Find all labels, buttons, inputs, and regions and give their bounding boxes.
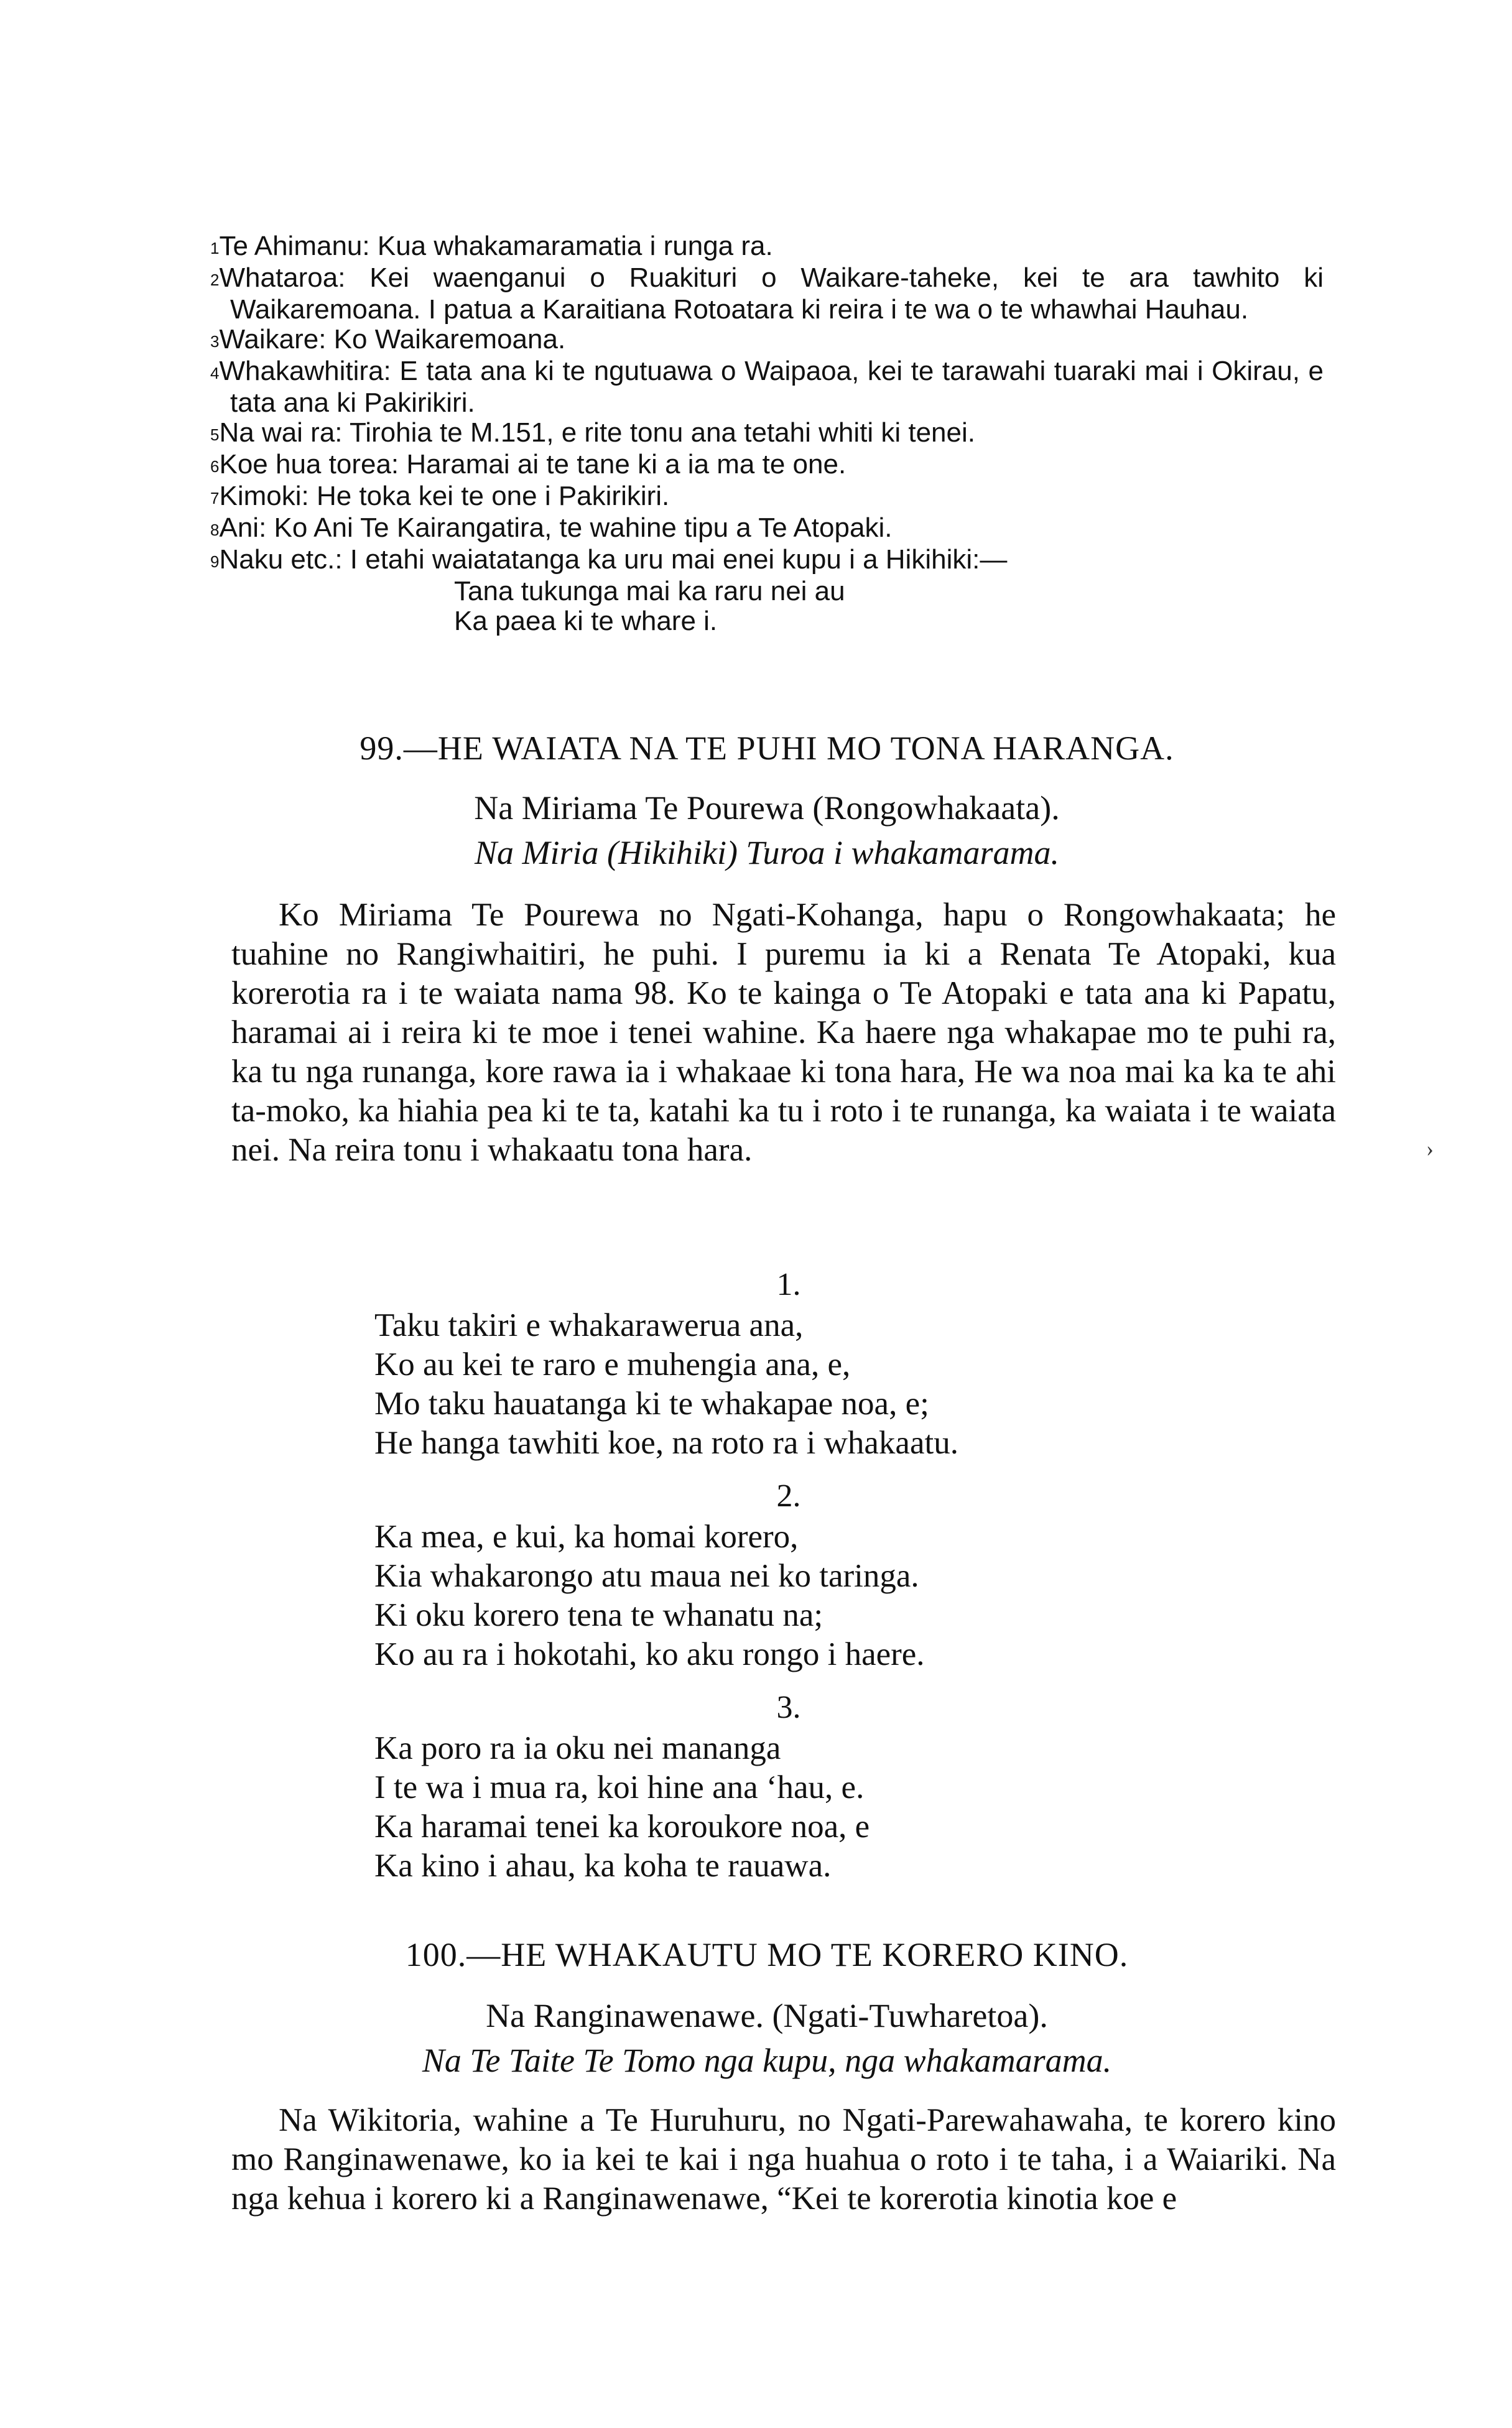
verse-line: He hanga tawhiti koe, na roto ra i whakaatu. [374, 1425, 958, 1461]
footnote [210, 418, 1324, 450]
verse-line: Ki oku korero tena te whanatu na; [374, 1597, 823, 1633]
verse-line: Ko au kei te raro e muhengia ana, e, [374, 1346, 851, 1383]
footnote-text: Whakawhitira: E tata ana ki te ngutuawa o Waipaoa, kei te tarawahi tuaraki mai i Okirau, e tata ana ki Pakirikiri. [219, 356, 1324, 418]
footnote-number: 6 [210, 457, 220, 476]
stanza-number: 2. [776, 1478, 801, 1514]
verse-line: Kia whakarongo atu maua nei ko taringa. [374, 1558, 919, 1594]
footnote-verse-line: Tana tukunga mai ka raru nei au [454, 576, 845, 606]
song-100-heading: 100.—HE WHAKAUTU MO TE KORERO KINO. [405, 1936, 1129, 1973]
song-99-byline: Na Miriama Te Pourewa (Rongowhakaata). [474, 789, 1060, 827]
footnote-text: Naku etc.: I etahi waiatatanga ka uru mai enei kupu i a Hikihiki:— [219, 544, 1008, 575]
footnote [210, 325, 1324, 356]
song-99-heading: 99.—HE WAIATA NA TE PUHI MO TONA HARANGA. [359, 730, 1174, 767]
footnote [210, 545, 1324, 636]
footnote-verse-line: Ka paea ki te whare i. [454, 606, 718, 636]
verse-line: Ka kino i ahau, ka koha te rauawa. [374, 1848, 832, 1884]
song-99-credit: Na Miria (Hikihiki) Turoa i whakamarama. [475, 834, 1059, 871]
footnote [210, 513, 1324, 545]
footnote-text: Ani: Ko Ani Te Kairangatira, te wahine tipu a Te Atopaki. [219, 512, 893, 543]
verse-line: Ka haramai tenei ka koroukore noa, e [374, 1809, 870, 1845]
footnote [210, 263, 1324, 325]
verse-line: Ko au ra i hokotahi, ko aku rongo i haere. [374, 1636, 925, 1672]
footnote-number: 7 [210, 489, 220, 507]
footnote-number: 1 [210, 239, 220, 257]
footnote [210, 356, 1324, 418]
stanza-number: 3. [776, 1690, 801, 1725]
stanza-number: 1. [776, 1267, 801, 1302]
footnote-number: 5 [210, 425, 220, 444]
stanza [374, 1306, 958, 1463]
song-100-intro: Na Wikitoria, wahine a Te Huruhuru, no Ngati-Parewahawaha, te korero kino mo Ranginawenawe, ko ia kei te kai i nga huahua o roto i te taha, i a Waiariki. Na nga kehua i korero ki a Ranginawenawe, “Kei te korerotia kinotia koe e [231, 2102, 1336, 2217]
footnote-number: 2 [210, 271, 220, 289]
stanza [374, 1518, 925, 1674]
footnote-text: Whataroa: Kei waenganui o Ruakituri o Waikare-taheke, kei te ara tawhito ki Waikaremoana. I patua a Karaitiana Rotoatara ki reira i te wa o te whawhai Hauhau. [219, 262, 1324, 325]
footnote-text: Kimoki: He toka kei te one i Pakirikiri. [219, 481, 670, 511]
footnote-text: Te Ahimanu: Kua whakamaramatia i runga ra. [219, 231, 773, 261]
footnote-text: Waikare: Ko Waikaremoana. [219, 324, 566, 354]
verse-line: Ka poro ra ia oku nei mananga [374, 1730, 781, 1766]
footnote-number: 3 [210, 332, 220, 351]
song-100-byline: Na Ranginawenawe. (Ngati-Tuwharetoa). [486, 1997, 1048, 2034]
verse-line: Mo taku hauatanga ki te whakapae noa, e; [374, 1386, 929, 1422]
footnote [210, 481, 1324, 513]
footnote-number: 8 [210, 521, 220, 539]
margin-mark: › [1426, 1136, 1434, 1161]
footnote [210, 231, 1324, 263]
footnote [210, 450, 1324, 481]
footnotes [210, 231, 1324, 636]
footnote-number: 4 [210, 364, 220, 382]
verse-line: Ka mea, e kui, ka homai korero, [374, 1519, 799, 1555]
song-99-intro: Ko Miriama Te Pourewa no Ngati-Kohanga, hapu o Rongowhakaata; he tuahine no Rangiwhaitiri, he puhi. I puremu ia ki a Renata Te Atopaki, kua korerotia ra i te waiata nama 98. Ko te kainga o Te Atopaki e tata ana ki Papatu, haramai ai i reira ki te moe i tenei wahine. Ka haere nga whakapae mo te puhi ra, ka tu nga runanga, kore rawa ia i whakaae ki tona hara, He wa noa mai ka ka te ahi ta-moko, ka hiahia pea ki te ta, katahi ka tu i roto i te runanga, ka waiata i te waiata nei. Na reira tonu i whakaatu tona hara. [231, 897, 1336, 1168]
verse-line: I te wa i mua ra, koi hine ana ‘hau, e. [374, 1769, 865, 1805]
footnote-number: 9 [210, 552, 220, 571]
song-100-credit: Na Te Taite Te Tomo nga kupu, nga whakamarama. [422, 2042, 1112, 2079]
stanza [374, 1729, 870, 1886]
footnote-text: Koe hua torea: Haramai ai te tane ki a ia ma te one. [219, 449, 846, 480]
footnote-text: Na wai ra: Tirohia te M.151, e rite tonu ana tetahi whiti ki tenei. [219, 417, 975, 448]
verse-line: Taku takiri e whakarawerua ana, [374, 1307, 804, 1343]
